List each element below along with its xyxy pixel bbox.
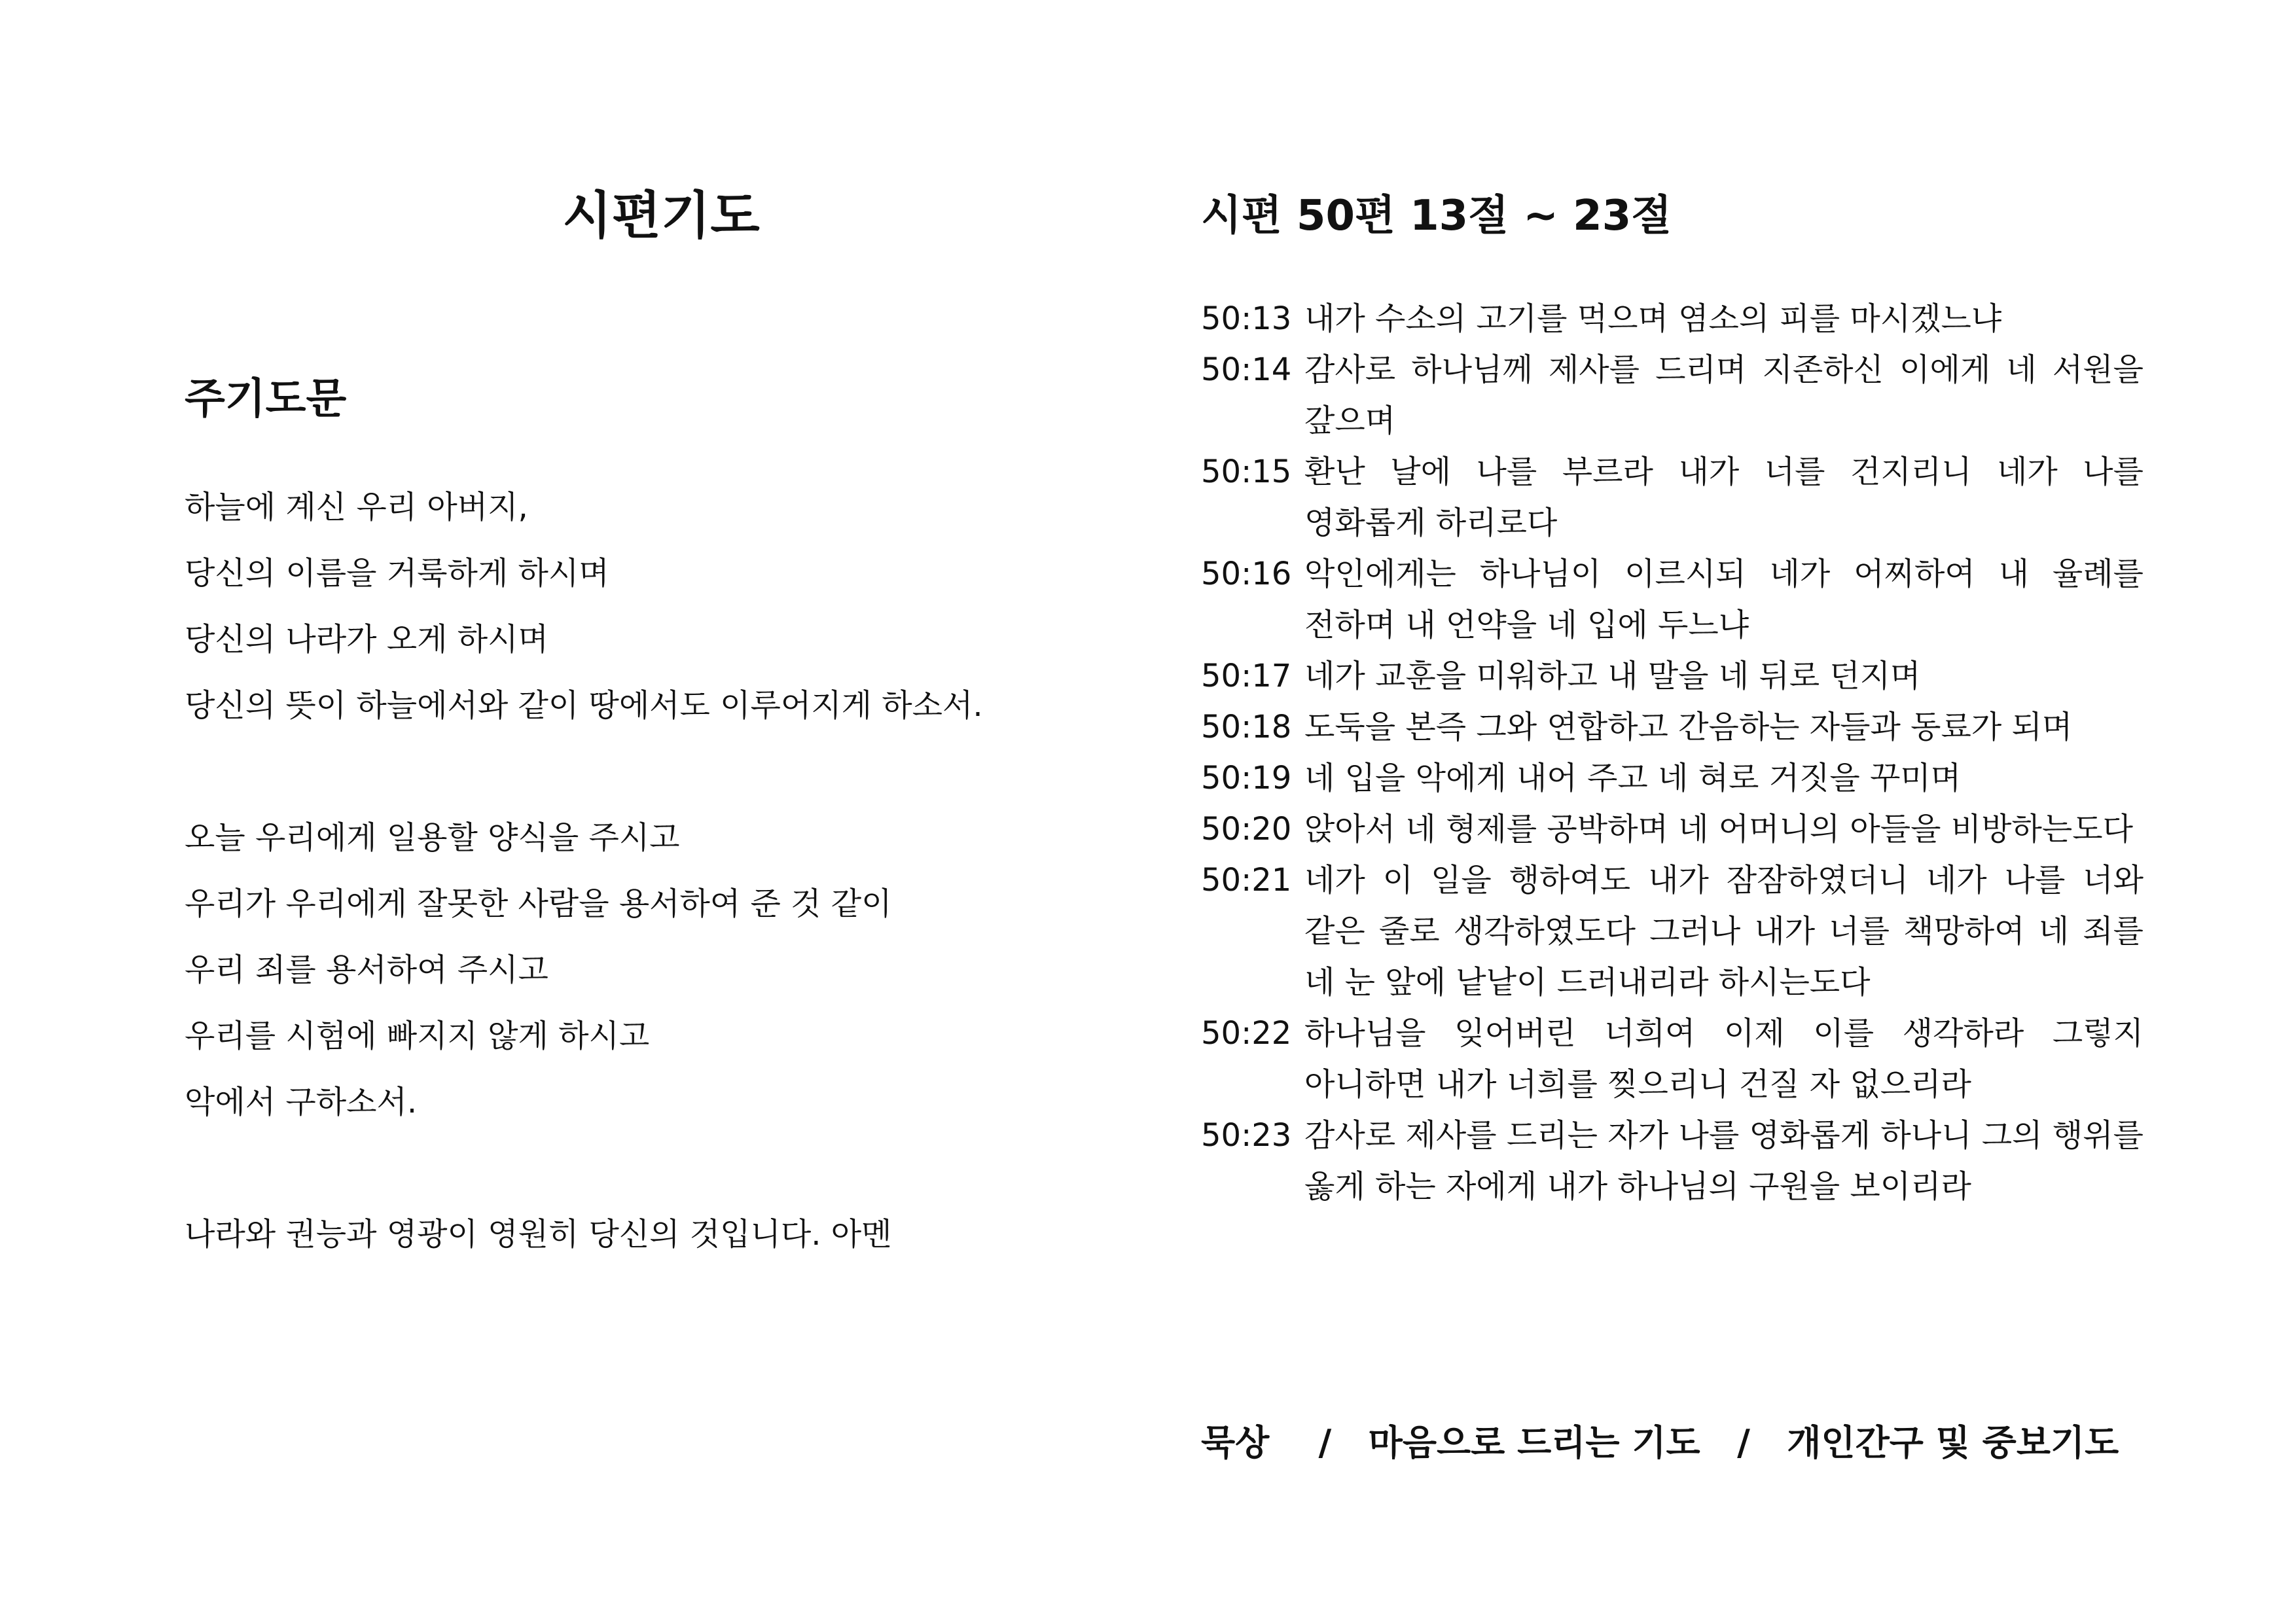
psalm-verse: [1201, 651, 2144, 702]
prayer-line: 우리 죄를 용서하여 주시고: [185, 952, 548, 988]
verse-reference: 50:21: [1201, 862, 1292, 899]
prayer-line: 당신의 나라가 오게 하시며: [185, 621, 548, 658]
verse-reference: 50:18: [1201, 709, 1292, 745]
verse-reference: 50:20: [1201, 811, 1292, 847]
verse-reference: 50:17: [1201, 658, 1292, 694]
verse-text: 감사로 제사를 드리는 자가 나를 영화롭게 하나니 그의 행위를 옳게 하는 자에게 내가 하나님의 구원을 보이리라: [1304, 1117, 2144, 1205]
verse-reference: 50:22: [1201, 1015, 1292, 1052]
prayer-line: 우리가 우리에게 잘못한 사람을 용서하여 준 것 같이: [185, 885, 892, 922]
verse-reference: 50:16: [1201, 556, 1292, 592]
psalm-verse: [1201, 344, 2144, 446]
prayer-sections-footer: 묵상 / 마음으로 드리는 기도 / 개인간구 및 중보기도: [1201, 1422, 2119, 1463]
psalm-verse: [1201, 548, 2144, 651]
page-title: 시편기도: [562, 187, 760, 245]
psalm-verse-list: [1201, 293, 2144, 1212]
verse-text: 네 입을 악에게 내어 주고 네 혀로 거짓을 꾸미며: [1304, 760, 1962, 796]
prayer-line: 당신의 뜻이 하늘에서와 같이 땅에서도 이루어지게 하소서.: [185, 687, 983, 724]
psalm-verse: [1201, 804, 2144, 855]
lords-prayer-text: [185, 474, 1153, 1268]
verse-text: 환난 날에 나를 부르라 내가 너를 건지리니 네가 나를 영화롭게 하리로다: [1304, 454, 2144, 541]
prayer-line: 악에서 구하소서.: [185, 1084, 418, 1120]
psalm-verse: [1201, 1110, 2144, 1212]
prayer-line: 나라와 권능과 영광이 영원히 당신의 것입니다. 아멘: [185, 1216, 892, 1253]
prayer-line: 당신의 이름을 거룩하게 하시며: [185, 555, 609, 592]
verse-text: 악인에게는 하나님이 이르시되 네가 어찌하여 내 율례를 전하며 내 언약을 네 입에 두느냐: [1304, 556, 2144, 643]
verse-text: 앉아서 네 형제를 공박하며 네 어머니의 아들을 비방하는도다: [1304, 811, 2134, 847]
psalm-verse: [1201, 702, 2144, 753]
verse-reference: 50:19: [1201, 760, 1292, 796]
verse-text: 도둑을 본즉 그와 연합하고 간음하는 자들과 동료가 되며: [1304, 709, 2073, 745]
prayer-line: 하늘에 계신 우리 아버지,: [185, 489, 528, 526]
verse-reference: 50:14: [1201, 351, 1292, 388]
verse-text: 내가 수소의 고기를 먹으며 염소의 피를 마시겠느냐: [1304, 300, 2002, 337]
verse-text: 감사로 하나님께 제사를 드리며 지존하신 이에게 네 서원을 갚으며: [1304, 351, 2144, 439]
lords-prayer-heading: 주기도문: [185, 375, 347, 423]
verse-reference: 50:15: [1201, 454, 1292, 490]
psalm-verse: [1201, 753, 2144, 804]
psalm-verse: [1201, 446, 2144, 548]
psalm-heading: 시편 50편 13절 ~ 23절: [1201, 192, 1672, 240]
prayer-line: 오늘 우리에게 일용할 양식을 주시고: [185, 819, 680, 856]
psalm-verse: [1201, 293, 2144, 344]
verse-reference: 50:23: [1201, 1117, 1292, 1154]
psalm-verse: [1201, 855, 2144, 1008]
verse-text: 네가 교훈을 미워하고 내 말을 네 뒤로 던지며: [1304, 658, 1921, 694]
verse-text: 하나님을 잊어버린 너희여 이제 이를 생각하라 그렇지 아니하면 내가 너희를 찢으리니 건질 자 없으리라: [1304, 1015, 2144, 1103]
psalm-verse: [1201, 1008, 2144, 1110]
verse-text: 네가 이 일을 행하여도 내가 잠잠하였더니 네가 나를 너와 같은 줄로 생각하였도다 그러나 내가 너를 책망하여 네 죄를 네 눈 앞에 낱낱이 드러내리라 하시는도다: [1304, 862, 2144, 1001]
prayer-line: 우리를 시험에 빠지지 않게 하시고: [185, 1018, 650, 1054]
verse-reference: 50:13: [1201, 300, 1292, 337]
